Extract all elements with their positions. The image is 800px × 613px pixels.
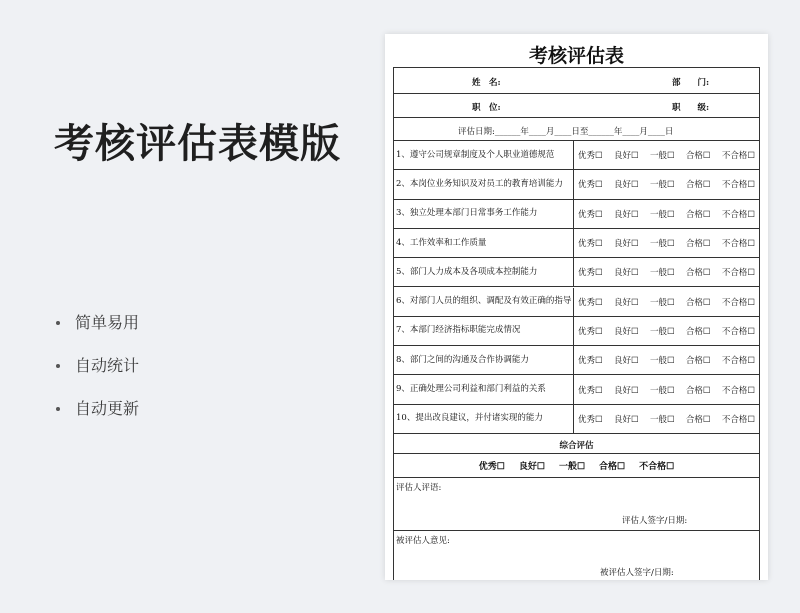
rating-option-fail[interactable]: 不合格☐ — [721, 297, 755, 308]
rating-option-pass[interactable]: 合格☐ — [685, 297, 711, 308]
column-divider — [573, 229, 574, 257]
feature-label: 自动更新 — [75, 399, 140, 418]
rating-options — [578, 141, 759, 169]
evaluator-comment-label: 评估人评语: — [396, 483, 442, 493]
criteria-row — [394, 258, 759, 287]
overall-option-average[interactable]: 一般☐ — [558, 462, 586, 472]
rating-option-excellent[interactable]: 优秀☐ — [578, 385, 603, 396]
rating-option-average[interactable]: 一般☐ — [649, 209, 675, 220]
criteria-label: 9、正确处理公司利益和部门利益的关系 — [396, 384, 546, 395]
overall-option-pass[interactable]: 合格☐ — [599, 462, 626, 472]
column-divider — [573, 346, 574, 374]
rating-option-excellent[interactable]: 优秀☐ — [578, 414, 603, 425]
criteria-row — [394, 375, 759, 404]
criteria-label: 10、提出改良建议，并付诸实现的能力 — [396, 413, 543, 424]
column-divider — [573, 200, 574, 228]
rating-option-good[interactable]: 良好☐ — [613, 180, 639, 191]
overall-title-row — [394, 434, 759, 454]
rating-option-excellent[interactable]: 优秀☐ — [578, 151, 603, 162]
rating-option-good[interactable]: 良好☐ — [613, 209, 639, 220]
rating-option-fail[interactable]: 不合格☐ — [721, 385, 755, 396]
rating-option-pass[interactable]: 合格☐ — [685, 239, 711, 250]
rating-option-average[interactable]: 一般☐ — [649, 268, 675, 279]
position-label: 职 位: — [472, 103, 501, 113]
feature-item — [56, 312, 139, 334]
rating-option-good[interactable]: 良好☐ — [613, 385, 639, 396]
name-row — [394, 68, 759, 94]
overall-option-good[interactable]: 良好☐ — [518, 462, 545, 472]
evaluator-sign-label: 评估人签字/日期: — [622, 516, 688, 526]
rating-option-fail[interactable]: 不合格☐ — [721, 414, 755, 425]
rating-option-good[interactable]: 良好☐ — [613, 268, 639, 279]
rating-option-pass[interactable]: 合格☐ — [685, 180, 711, 191]
evaluator-comment-row — [394, 478, 759, 531]
criteria-row — [394, 317, 759, 346]
rating-option-fail[interactable]: 不合格☐ — [721, 326, 755, 337]
feature-label: 自动统计 — [75, 356, 140, 375]
column-divider — [573, 288, 574, 316]
criteria-label: 8、部门之间的沟通及合作协调能力 — [396, 354, 529, 365]
criteria-label: 6、对部门人员的组织、调配及有效正确的指导 — [396, 296, 572, 307]
rating-option-good[interactable]: 良好☐ — [613, 356, 639, 367]
criteria-label: 4、工作效率和工作质量 — [396, 237, 487, 248]
rating-option-good[interactable]: 良好☐ — [613, 297, 639, 308]
criteria-row — [394, 405, 759, 434]
rating-options — [578, 200, 759, 228]
evaluatee-sign-label: 被评估人签字/日期: — [600, 568, 674, 578]
feature-label: 简单易用 — [75, 313, 140, 332]
rating-option-excellent[interactable]: 优秀☐ — [578, 239, 603, 250]
criteria-label: 3、独立处理本部门日常事务工作能力 — [396, 208, 538, 219]
rating-option-average[interactable]: 一般☐ — [649, 385, 675, 396]
criteria-row — [394, 170, 759, 199]
column-divider — [573, 405, 574, 433]
rating-options — [578, 317, 759, 345]
bullet-icon — [56, 321, 60, 325]
level-label: 职 级: — [672, 103, 710, 113]
evaluatee-opinion-row — [394, 531, 759, 580]
rating-option-good[interactable]: 良好☐ — [613, 326, 639, 337]
column-divider — [573, 258, 574, 286]
rating-option-fail[interactable]: 不合格☐ — [721, 356, 755, 367]
overall-options-row — [394, 454, 759, 478]
rating-option-excellent[interactable]: 优秀☐ — [578, 356, 603, 367]
column-divider — [573, 317, 574, 345]
overall-title: 综合评估 — [559, 441, 594, 451]
rating-option-pass[interactable]: 合格☐ — [685, 356, 711, 367]
rating-option-good[interactable]: 良好☐ — [613, 151, 639, 162]
date-row — [394, 118, 759, 141]
rating-options — [578, 170, 759, 198]
rating-options — [578, 346, 759, 374]
name-label: 姓 名: — [472, 78, 501, 88]
rating-option-good[interactable]: 良好☐ — [613, 414, 639, 425]
rating-option-pass[interactable]: 合格☐ — [685, 385, 711, 396]
bullet-icon — [56, 407, 60, 411]
criteria-label: 7、本部门经济指标职能完成情况 — [396, 325, 521, 336]
criteria-label: 1、遵守公司规章制度及个人职业道德规范 — [396, 149, 555, 160]
rating-option-fail[interactable]: 不合格☐ — [721, 268, 755, 279]
rating-option-excellent[interactable]: 优秀☐ — [578, 180, 603, 191]
column-divider — [573, 375, 574, 403]
rating-option-average[interactable]: 一般☐ — [649, 180, 675, 191]
evaluation-form — [393, 67, 760, 580]
rating-option-average[interactable]: 一般☐ — [649, 239, 675, 250]
rating-option-average[interactable]: 一般☐ — [649, 356, 675, 367]
rating-option-excellent[interactable]: 优秀☐ — [578, 209, 603, 220]
form-sheet — [385, 34, 768, 580]
criteria-row — [394, 200, 759, 229]
rating-option-fail[interactable]: 不合格☐ — [721, 209, 755, 220]
rating-option-average[interactable]: 一般☐ — [649, 151, 675, 162]
criteria-label: 2、本岗位业务知识及对员工的教育培训能力 — [396, 178, 563, 189]
rating-option-pass[interactable]: 合格☐ — [685, 268, 711, 279]
rating-option-fail[interactable]: 不合格☐ — [721, 239, 755, 250]
rating-options — [578, 405, 759, 433]
overall-option-fail[interactable]: 不合格☐ — [639, 462, 675, 472]
evaluatee-opinion-label: 被评估人意见: — [396, 536, 450, 546]
rating-option-excellent[interactable]: 优秀☐ — [578, 326, 603, 337]
rating-option-pass[interactable]: 合格☐ — [685, 209, 711, 220]
promo-title: 考核评估表模版 — [54, 121, 341, 167]
column-divider — [573, 141, 574, 169]
rating-option-good[interactable]: 良好☐ — [613, 239, 639, 250]
column-divider — [573, 170, 574, 198]
rating-options — [578, 288, 759, 316]
rating-option-average[interactable]: 一般☐ — [649, 414, 675, 425]
criteria-row — [394, 141, 759, 170]
rating-option-fail[interactable]: 不合格☐ — [721, 151, 755, 162]
rating-option-pass[interactable]: 合格☐ — [685, 151, 711, 162]
rating-options — [578, 258, 759, 286]
criteria-row — [394, 288, 759, 317]
rating-option-pass[interactable]: 合格☐ — [685, 414, 711, 425]
rating-option-excellent[interactable]: 优秀☐ — [578, 297, 603, 308]
rating-option-average[interactable]: 一般☐ — [649, 326, 675, 337]
date-line: 评估日期:______年____月____日至______年____月____日 — [458, 127, 674, 137]
feature-item — [56, 355, 139, 377]
criteria-label: 5、部门人力成本及各项成本控制能力 — [396, 266, 538, 277]
feature-item — [56, 398, 139, 420]
rating-option-average[interactable]: 一般☐ — [649, 297, 675, 308]
rating-option-fail[interactable]: 不合格☐ — [721, 180, 755, 191]
criteria-row — [394, 229, 759, 258]
feature-list — [56, 312, 139, 441]
position-row — [394, 94, 759, 118]
criteria-row — [394, 346, 759, 375]
rating-options — [578, 375, 759, 403]
rating-options — [578, 229, 759, 257]
dept-label: 部 门: — [672, 78, 710, 88]
rating-option-excellent[interactable]: 优秀☐ — [578, 268, 603, 279]
bullet-icon — [56, 364, 60, 368]
form-title: 考核评估表 — [528, 45, 624, 67]
overall-options — [394, 454, 759, 477]
overall-option-excellent[interactable]: 优秀☐ — [478, 462, 505, 472]
rating-option-pass[interactable]: 合格☐ — [685, 326, 711, 337]
